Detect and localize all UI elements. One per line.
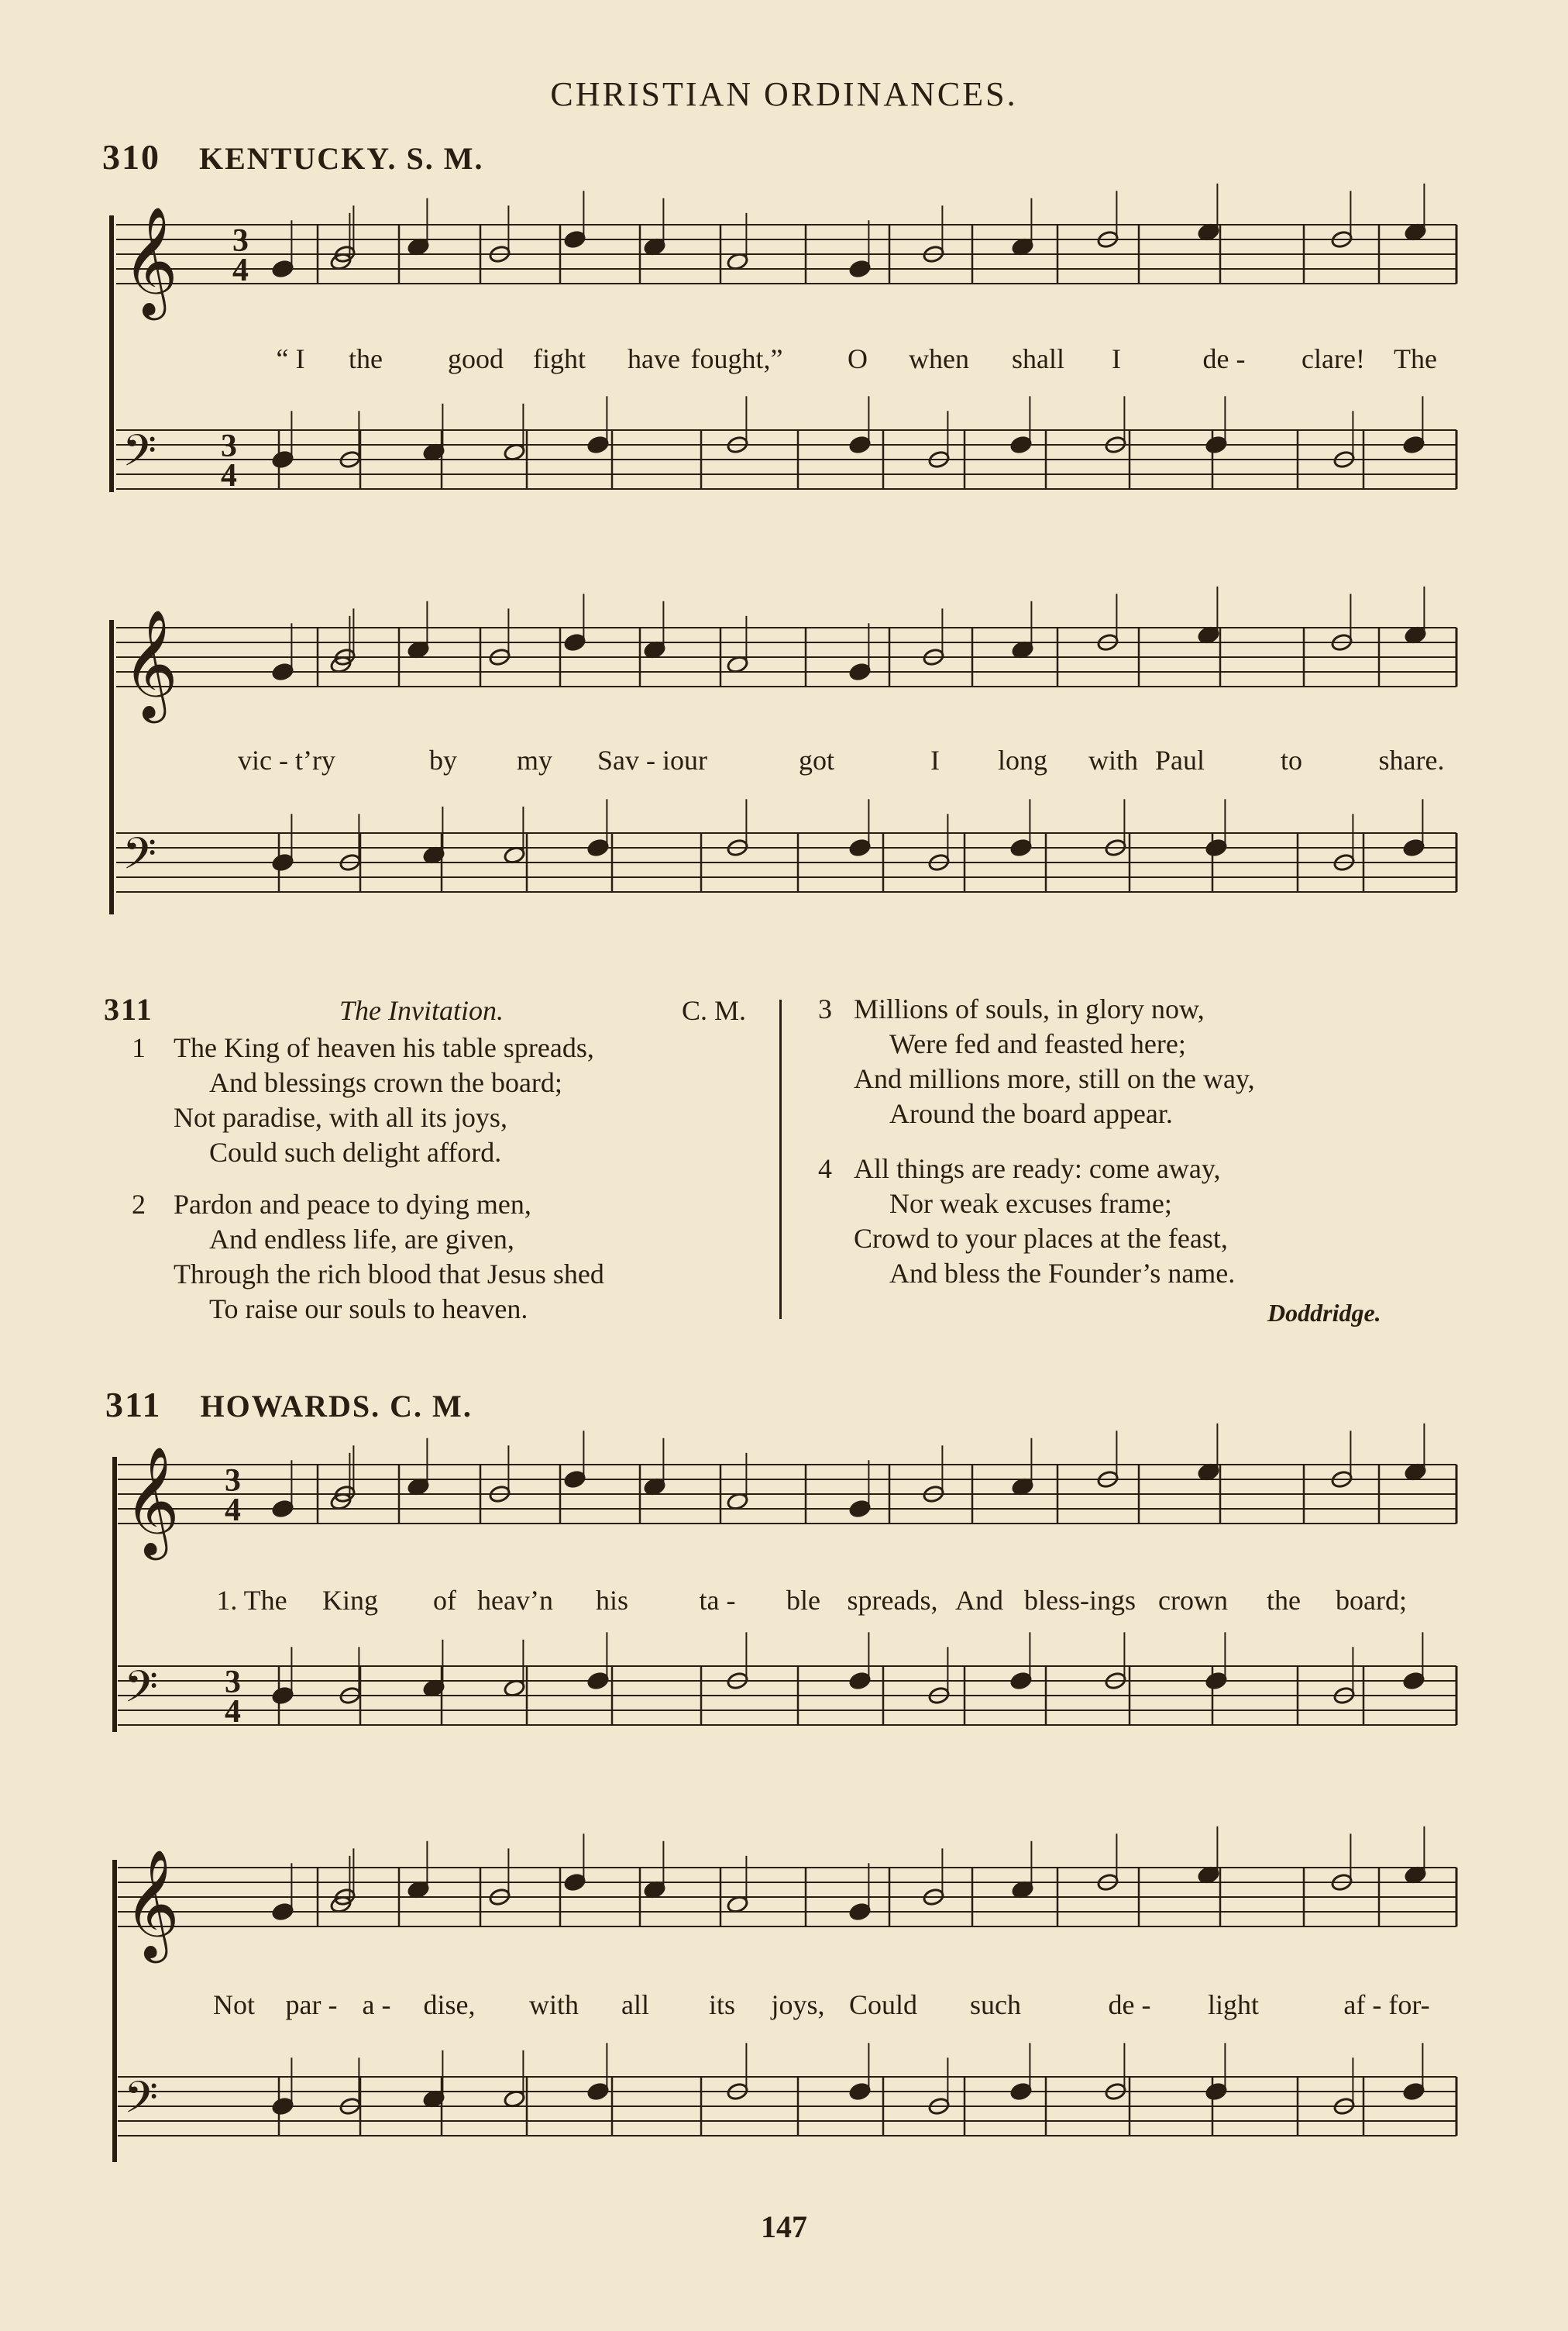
lyric-syllable: with bbox=[528, 1989, 579, 2020]
lyric-syllable: King bbox=[322, 1585, 378, 1616]
treble-clef: 𝄞 bbox=[122, 608, 178, 718]
tune-311-heading bbox=[105, 1384, 473, 1425]
lyric-syllable: crown bbox=[1158, 1585, 1228, 1616]
note-head bbox=[1402, 1672, 1425, 1691]
lyric-syllable: shall bbox=[1012, 343, 1064, 374]
verse-line: And millions more, still on the way, bbox=[854, 1063, 1255, 1094]
hymn-311-title: The Invitation. bbox=[339, 995, 504, 1026]
lyric-syllable: Could bbox=[848, 1989, 918, 2020]
lyric-syllable: “ I bbox=[276, 343, 305, 374]
note-head bbox=[1402, 2082, 1425, 2102]
verse-line: Pardon and peace to dying men, bbox=[174, 1189, 531, 1220]
tune-311-lyrics-line-2 bbox=[0, 1988, 1568, 2027]
time-signature: 3 bbox=[225, 1463, 241, 1499]
bass-clef: 𝄢 bbox=[122, 426, 156, 487]
lyric-syllable: Not bbox=[213, 1989, 255, 2020]
verse-line: Through the rich blood that Jesus shed bbox=[174, 1258, 604, 1289]
note-head bbox=[271, 260, 294, 279]
time-signature: 3 bbox=[221, 429, 237, 464]
lyric-syllable: clare! bbox=[1302, 343, 1365, 374]
note-head bbox=[271, 1499, 294, 1519]
lyric-syllable: when bbox=[909, 343, 969, 374]
lyric-syllable: all bbox=[621, 1989, 649, 2020]
lyric-syllable: I bbox=[1112, 343, 1121, 374]
treble-clef: 𝄞 bbox=[124, 1848, 180, 1958]
lyric-syllable: its bbox=[708, 1989, 736, 2020]
tune-311-name: HOWARDS. bbox=[200, 1389, 381, 1424]
note-head bbox=[848, 2082, 871, 2102]
note-head bbox=[586, 436, 609, 455]
note-head bbox=[1402, 838, 1425, 858]
hymn-311-number: 311 bbox=[104, 992, 153, 1027]
page-number: 147 bbox=[761, 2209, 807, 2244]
bass-clef: 𝄢 bbox=[124, 1662, 158, 1723]
note-head bbox=[271, 450, 294, 470]
lyric-syllable: ble bbox=[786, 1585, 820, 1616]
note-head bbox=[848, 663, 871, 682]
verse-line: And blessings crown the board; bbox=[209, 1067, 562, 1098]
note-head bbox=[563, 230, 586, 250]
stanza-number: 2 bbox=[132, 1189, 146, 1220]
tune-311-number: 311 bbox=[105, 1385, 162, 1424]
lyric-syllable: the bbox=[349, 343, 383, 374]
verse-line: Were fed and feasted here; bbox=[889, 1028, 1186, 1059]
lyric-syllable: 1. The bbox=[216, 1585, 287, 1616]
note-head bbox=[563, 1470, 586, 1489]
time-signature: 3 bbox=[225, 1665, 241, 1700]
note-head bbox=[848, 436, 871, 455]
lyric-syllable: the bbox=[1267, 1585, 1301, 1616]
lyric-syllable: heav’n bbox=[477, 1585, 553, 1616]
note-head bbox=[1205, 1672, 1227, 1691]
lyric-syllable: a - bbox=[362, 1989, 391, 2020]
tune-310-name: KENTUCKY. bbox=[199, 141, 397, 176]
verse-line: The King of heaven his table spreads, bbox=[174, 1032, 594, 1063]
note-head bbox=[848, 1499, 871, 1519]
note-head bbox=[848, 1672, 871, 1691]
note-head bbox=[563, 1873, 586, 1892]
note-head bbox=[1205, 838, 1227, 858]
hymn-author: Doddridge. bbox=[1267, 1299, 1381, 1327]
verse-line: Nor weak excuses frame; bbox=[889, 1188, 1172, 1219]
stanza-number: 4 bbox=[818, 1153, 832, 1184]
note-head bbox=[848, 260, 871, 279]
note-head bbox=[271, 1902, 294, 1922]
time-signature: 3 bbox=[232, 223, 249, 259]
note-head bbox=[271, 663, 294, 682]
note-head bbox=[271, 2097, 294, 2116]
lyric-syllable: O bbox=[848, 343, 868, 374]
time-signature: 4 bbox=[221, 458, 237, 494]
lyric-syllable: ta - bbox=[699, 1585, 736, 1616]
tune-310-meter: S. M. bbox=[406, 141, 484, 176]
treble-clef: 𝄞 bbox=[124, 1445, 180, 1555]
section-title: CHRISTIAN ORDINANCES. bbox=[550, 75, 1018, 113]
tune-311-meter: C. M. bbox=[390, 1389, 473, 1424]
lyric-syllable: by bbox=[429, 745, 457, 776]
lyric-syllable: with bbox=[1088, 745, 1139, 776]
verse-line: Could such delight afford. bbox=[209, 1137, 502, 1168]
lyric-syllable: bless-ings bbox=[1024, 1585, 1136, 1616]
verse-line: And bless the Founder’s name. bbox=[889, 1258, 1236, 1289]
verse-line: Around the board appear. bbox=[889, 1098, 1173, 1129]
lyric-syllable: par - bbox=[285, 1989, 338, 2020]
verse-line: And endless life, are given, bbox=[209, 1224, 514, 1255]
lyric-syllable: of bbox=[433, 1585, 456, 1616]
tune-310-lyrics-line-2 bbox=[0, 744, 1568, 783]
note-head bbox=[1402, 436, 1425, 455]
note-head bbox=[586, 1672, 609, 1691]
lyric-syllable: his bbox=[595, 1585, 629, 1616]
lyric-syllable: good bbox=[448, 343, 504, 374]
lyric-syllable: such bbox=[970, 1989, 1021, 2020]
lyric-syllable: share. bbox=[1378, 745, 1445, 776]
note-head bbox=[586, 2082, 609, 2102]
note-head bbox=[1009, 1672, 1032, 1691]
tune-310-lyrics-line-1 bbox=[0, 343, 1568, 381]
verse-line: Not paradise, with all its joys, bbox=[174, 1102, 507, 1133]
lyric-syllable: Sav - iour bbox=[597, 745, 707, 776]
bass-clef: 𝄢 bbox=[122, 829, 156, 890]
hymn-311-meter: C. M. bbox=[682, 995, 747, 1026]
note-head bbox=[586, 838, 609, 858]
bass-clef: 𝄢 bbox=[124, 2073, 158, 2134]
verse-line: Millions of souls, in glory now, bbox=[854, 993, 1205, 1024]
lyric-syllable: dise, bbox=[423, 1989, 476, 2020]
time-signature: 4 bbox=[232, 253, 249, 288]
time-signature: 4 bbox=[225, 1493, 241, 1528]
stanza-number: 1 bbox=[132, 1032, 146, 1063]
lyric-syllable: board; bbox=[1336, 1585, 1407, 1616]
note-head bbox=[271, 853, 294, 873]
note-head bbox=[848, 838, 871, 858]
note-head bbox=[1205, 2082, 1227, 2102]
note-head bbox=[271, 1686, 294, 1706]
column-divider bbox=[779, 1000, 782, 1319]
tune-311-lyrics-line-1 bbox=[0, 1584, 1568, 1623]
verse-line: All things are ready: come away, bbox=[854, 1153, 1221, 1184]
note-head bbox=[848, 1902, 871, 1922]
lyric-syllable: fought,” bbox=[690, 343, 783, 374]
verse-line: Crowd to your places at the feast, bbox=[854, 1223, 1228, 1254]
lyric-syllable: to bbox=[1280, 745, 1303, 776]
lyric-syllable: de - bbox=[1108, 1989, 1151, 2020]
lyric-syllable: joys, bbox=[771, 1989, 825, 2020]
lyric-syllable: spreads, bbox=[847, 1585, 938, 1616]
time-signature: 4 bbox=[225, 1694, 241, 1730]
lyric-syllable: Paul bbox=[1154, 745, 1205, 776]
note-head bbox=[563, 633, 586, 652]
stanza-number: 3 bbox=[818, 993, 832, 1024]
note-head bbox=[1009, 2082, 1032, 2102]
verse-line: To raise our souls to heaven. bbox=[209, 1293, 528, 1324]
lyric-syllable: af - for- bbox=[1343, 1989, 1430, 2020]
lyric-syllable: And bbox=[955, 1585, 1003, 1616]
lyric-syllable: light bbox=[1207, 1989, 1260, 2020]
lyric-syllable: fight bbox=[533, 343, 586, 374]
lyric-syllable: de - bbox=[1202, 343, 1246, 374]
lyric-syllable: have bbox=[628, 343, 680, 374]
note-head bbox=[1205, 436, 1227, 455]
note-head bbox=[1009, 436, 1032, 455]
note-head bbox=[1009, 838, 1032, 858]
tune-310-number: 310 bbox=[102, 137, 160, 177]
lyric-syllable: I bbox=[930, 745, 940, 776]
treble-clef: 𝄞 bbox=[122, 205, 178, 315]
lyric-syllable: got bbox=[798, 745, 835, 776]
lyric-syllable: my bbox=[516, 745, 553, 776]
lyric-syllable: vic - t’ry bbox=[238, 745, 335, 776]
lyric-syllable: The bbox=[1394, 343, 1437, 374]
lyric-syllable: long bbox=[997, 745, 1048, 776]
